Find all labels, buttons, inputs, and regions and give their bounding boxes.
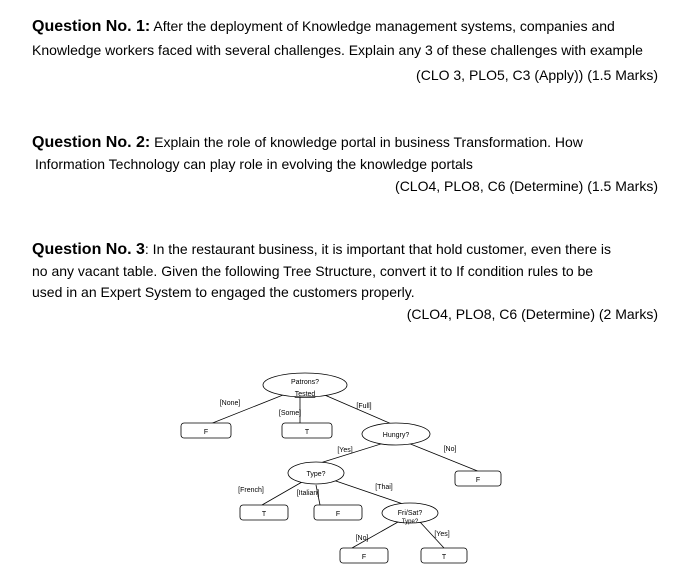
leaf-f-frisat-no: F xyxy=(361,554,367,561)
question-3-label: Question No. 3 xyxy=(32,241,145,258)
edge-type-thai xyxy=(330,479,406,505)
question-2-label: Question No. 2: xyxy=(32,134,151,151)
edge-patrons-none xyxy=(205,395,283,426)
edge-label-no-hungry: [No] xyxy=(443,446,457,453)
edge-label-thai: [Thai] xyxy=(375,484,393,491)
question-2-meta: (CLO4, PLO8, C6 (Determine) (1.5 Marks) xyxy=(395,178,658,194)
node-hungry-label: Hungry? xyxy=(382,432,410,439)
node-patrons-sublabel: Tested xyxy=(294,391,316,398)
leaf-f-italian: F xyxy=(335,511,341,518)
node-type-label: Type? xyxy=(306,471,326,478)
leaf-t-frisat-yes: T xyxy=(441,554,447,561)
edge-label-no-frisat: [No] xyxy=(355,535,369,542)
question-1-text-line2: Knowledge workers faced with several challenges. Explain any 3 of these challenges with example xyxy=(32,42,643,58)
question-1-text-line1: After the deployment of Knowledge management systems, companies and xyxy=(153,18,615,34)
node-patrons-label: Patrons? xyxy=(290,379,320,386)
question-1-label: Question No. 1: xyxy=(32,18,151,35)
leaf-t-some: T xyxy=(304,429,310,436)
edge-label-yes-frisat: [Yes] xyxy=(434,531,450,538)
question-3-text-line2: no any vacant table. Given the following Tree Structure, convert it to If condition rules to be xyxy=(32,263,594,279)
question-3-text-line1: : In the restaurant business, it is important that hold customer, even there is xyxy=(144,241,612,257)
edge-label-full: [Full] xyxy=(356,403,372,410)
leaf-f-none: F xyxy=(203,429,209,436)
node-frisat-sublabel: Type? xyxy=(401,519,419,525)
edge-label-some: [Some] xyxy=(278,410,302,417)
leaf-t-french: T xyxy=(261,511,267,518)
edge-label-french: [French] xyxy=(238,487,264,494)
node-frisat-label: Fri/Sat? xyxy=(397,510,423,517)
question-1-meta: (CLO 3, PLO5, C3 (Apply)) (1.5 Marks) xyxy=(416,67,658,83)
question-3-meta: (CLO4, PLO8, C6 (Determine) (2 Marks) xyxy=(406,306,658,322)
question-2-text-line2: Information Technology can play role in evolving the knowledge portals xyxy=(35,156,473,172)
leaf-f-hungry-no: F xyxy=(475,477,481,484)
edge-label-none: [None] xyxy=(219,400,241,407)
edge-label-italian: [Italian] xyxy=(296,490,320,497)
question-3-text-line3: used in an Expert System to engaged the customers properly. xyxy=(32,284,415,300)
edge-label-yes-hungry: [Yes] xyxy=(337,447,353,454)
question-2-text-line1: Explain the role of knowledge portal in business Transformation. How xyxy=(154,134,583,150)
